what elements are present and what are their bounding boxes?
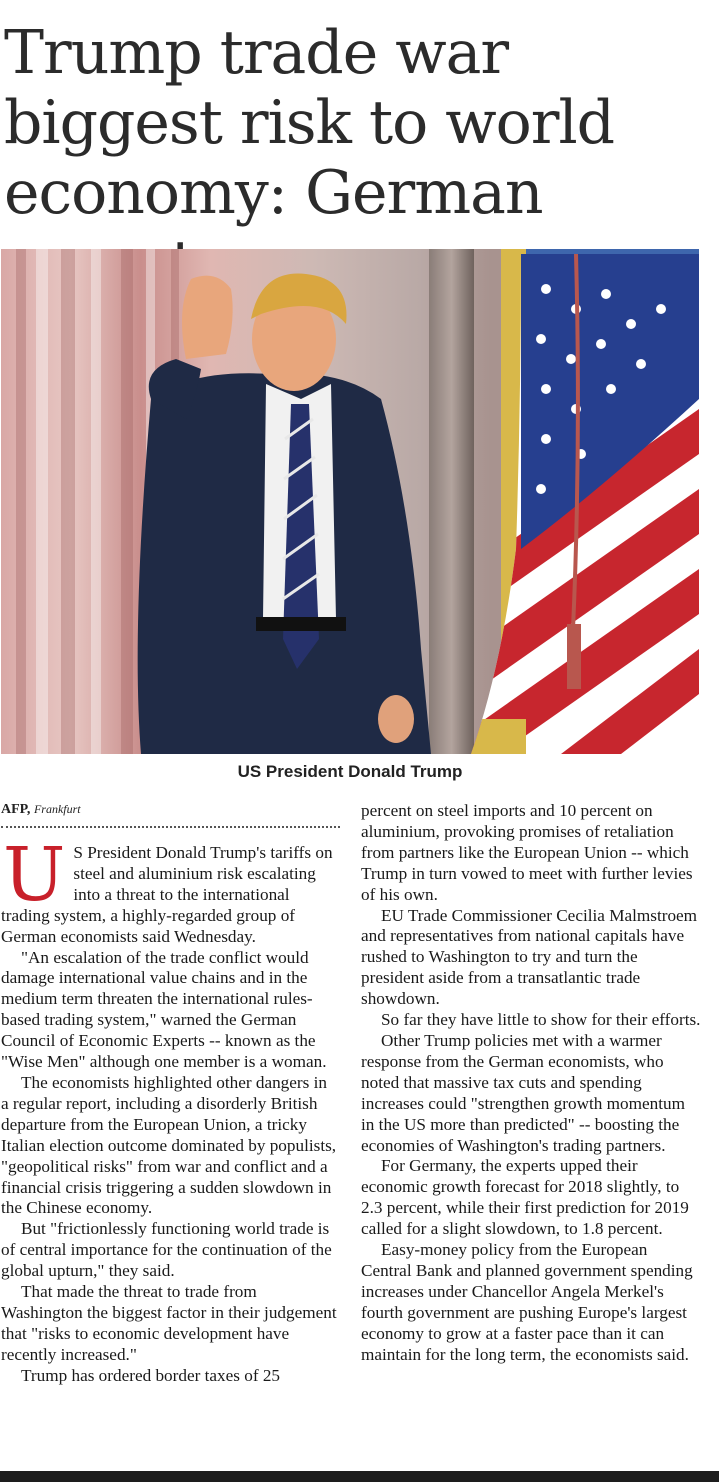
paragraph: So far they have little to show for their efforts. — [381, 1010, 701, 1030]
byline-city: Frankfurt — [33, 802, 81, 816]
paragraph: percent on steel imports and 10 percent on aluminium, provoking promises of retaliation from partners like the European Union -- which Trump in turn vowed to meet with further levies of his own. — [361, 801, 693, 904]
paragraph: That made the threat to trade from Washington the biggest factor in their judgement that "risks to economic development have recently increased." — [1, 1282, 337, 1364]
page-bottom-rule — [0, 1471, 719, 1482]
paragraph: "An escalation of the trade conflict would damage international value chains and in the medium term threaten the international rules-based trading system," warned the German Council of Economic Experts -- known as the "Wise Men" although one member is a woman. — [1, 947, 327, 1072]
photo-caption: US President Donald Trump — [237, 762, 463, 781]
byline-divider — [1, 826, 340, 828]
byline — [1, 802, 341, 818]
paragraph: Other Trump policies met with a warmer response from the German economists, who noted that massive tax cuts and spending increases could "strengthen growth momentum in the US more than predicted" -- boosting the economies of Washington's trading partners. — [361, 1030, 685, 1155]
paragraph: Trump has ordered border taxes of 25 — [21, 1365, 281, 1385]
paragraph: S President Donald Trump's tariffs on steel and aluminium risk escalating into a threat to the international trading system, a highly-regarded group of German economists said Wednesday. — [1, 843, 333, 946]
drop-cap: U — [3, 832, 66, 918]
news-photo — [1, 249, 699, 754]
paragraph: The economists highlighted other dangers in a regular report, including a disorderly British departure from the European Union, a tricky Italian election outcome dominated by populists, "geopolitical risks" from war and conflict and a financial crisis triggering a sudden slowdown in the Chinese economy. — [1, 1072, 337, 1218]
article-column-2 — [361, 801, 701, 1365]
headline: Trump trade war biggest risk to world economy: German — [4, 18, 615, 228]
paragraph: EU Trade Commissioner Cecilia Malmstroem and representatives from national capitals have rushed to Washington to try and turn the president aside from a transatlantic trade showdown. — [361, 905, 698, 1009]
paragraph: Easy-money policy from the European Central Bank and planned government spending increases under Chancellor Angela Merkel's fourth government are pushing Europe's largest economy to grow at a faster pace than it can maintain for the long term, the economists said. — [361, 1240, 693, 1364]
article-column-1 — [1, 832, 337, 1387]
paragraph: For Germany, the experts upped their economic growth forecast for 2018 slightly, to 2.3 percent, while their first prediction for 2019 called for a slight slowdown, to 1.8 percent. — [361, 1156, 689, 1239]
photo-illustration — [1, 249, 699, 754]
byline-agency: AFP, — [1, 802, 31, 817]
paragraph: But "frictionlessly functioning world trade is of central importance for the continuation of the global upturn," they said. — [1, 1219, 332, 1281]
